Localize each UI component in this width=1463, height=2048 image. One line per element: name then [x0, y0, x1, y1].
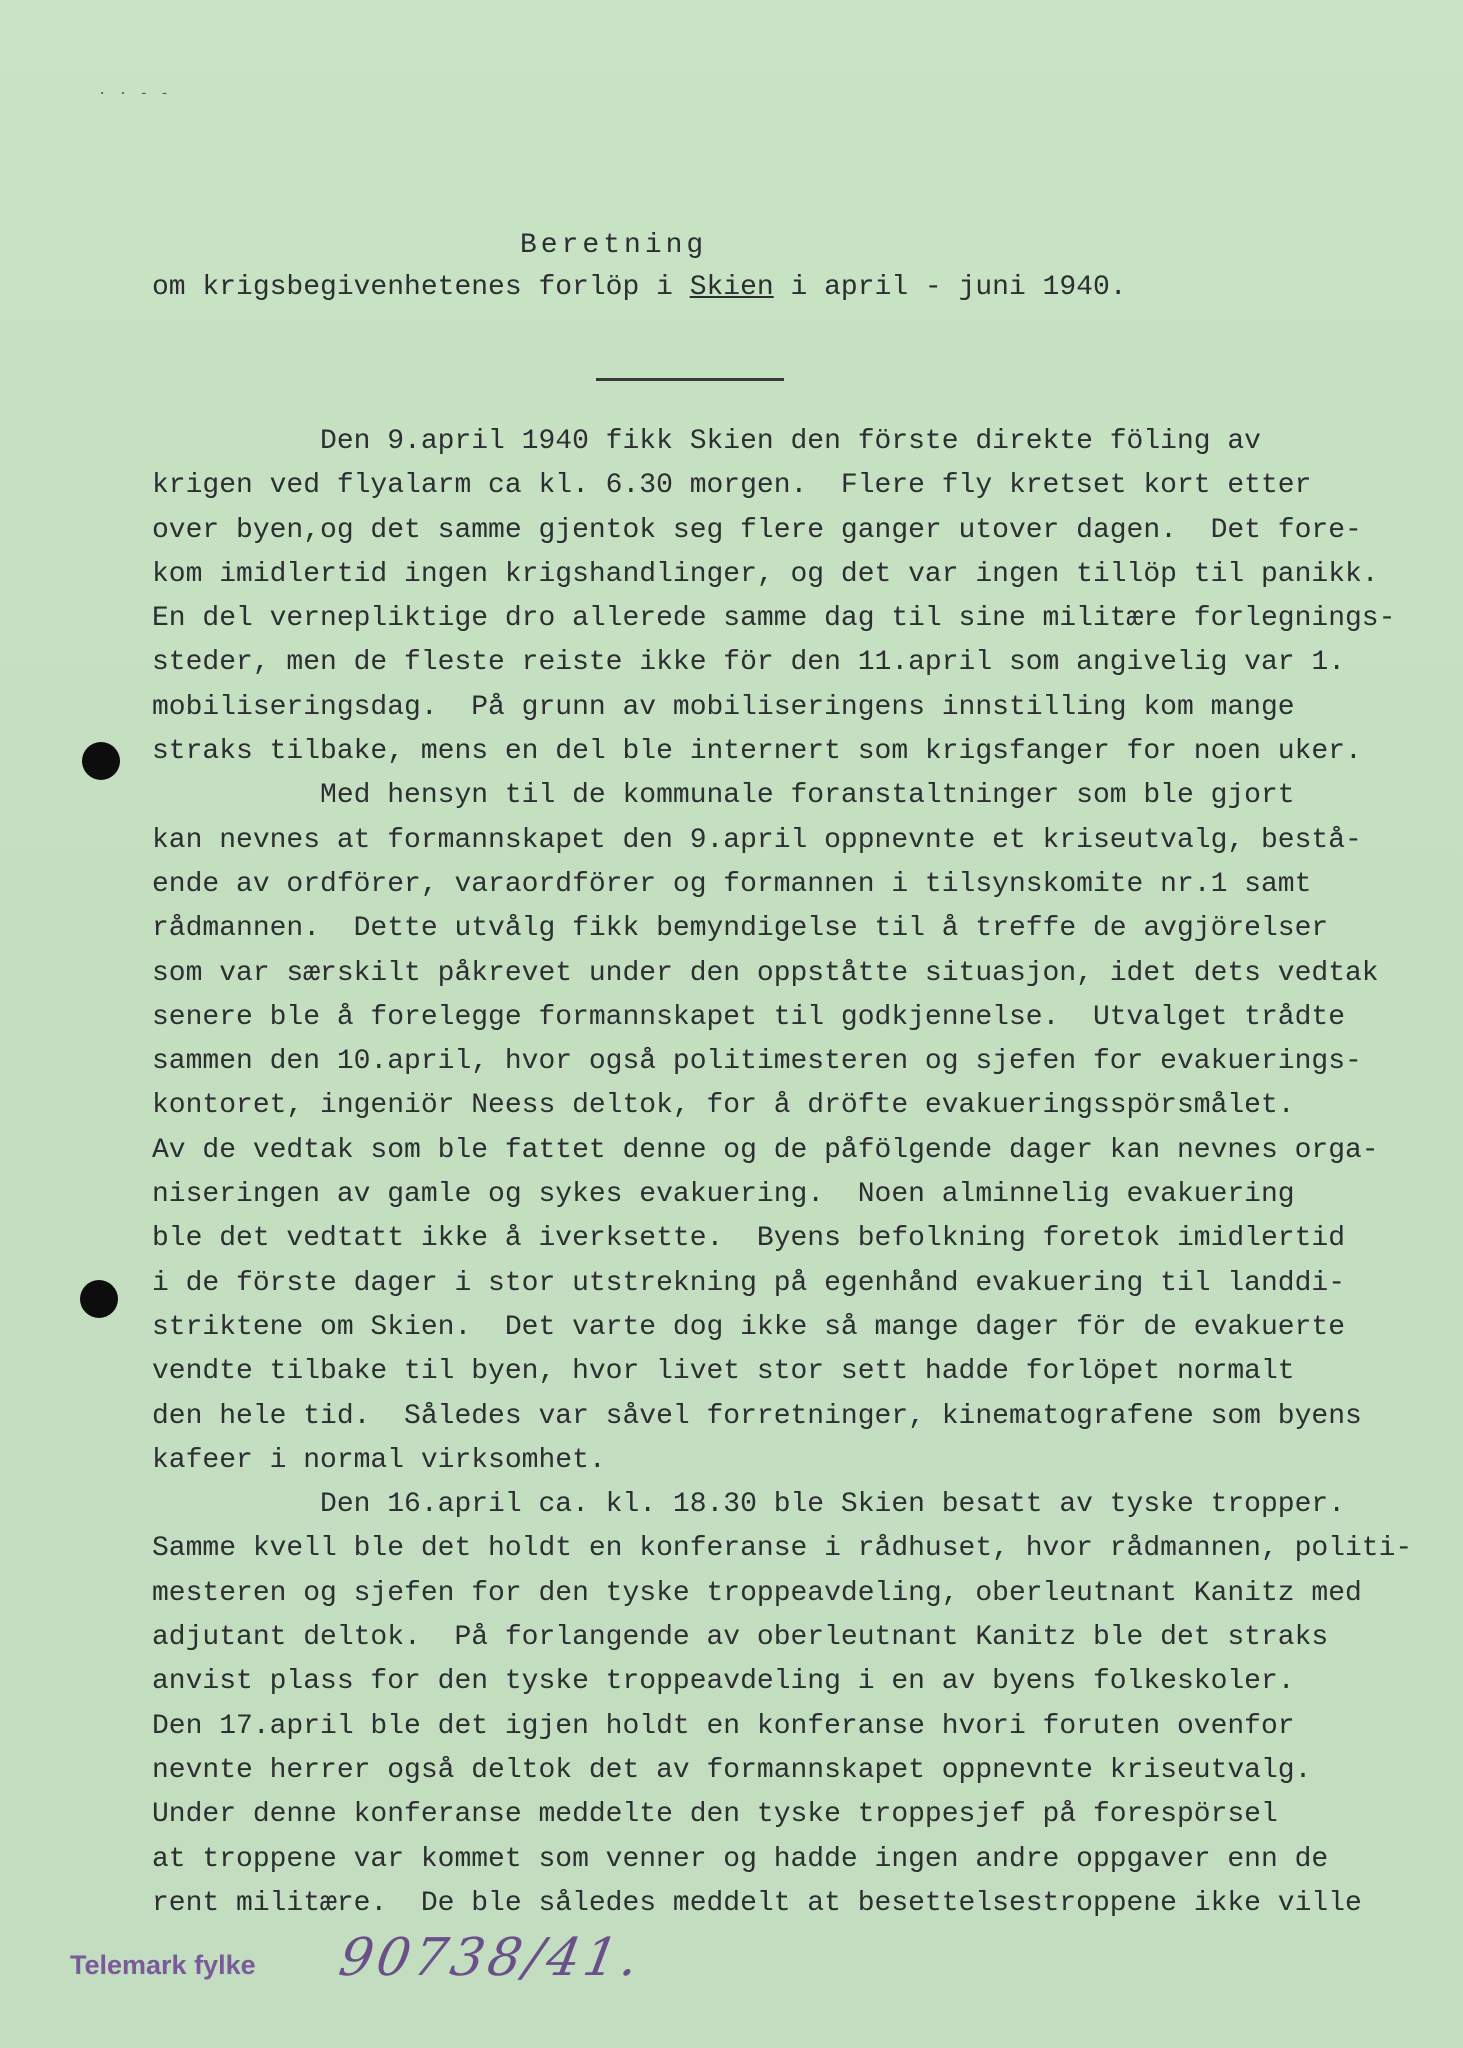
text-line: ende av ordförer, varaordförer og formannen i tilsynskomite nr.1 samt — [152, 868, 1312, 900]
text-line: Den 16.april ca. kl. 18.30 ble Skien besatt av tyske tropper. — [152, 1489, 1345, 1521]
text-line: kom imidlertid ingen krigshandlinger, og det var ingen tillöp til panikk. — [152, 558, 1379, 590]
subtitle-part-2: i april - juni 1940. — [773, 272, 1127, 303]
text-line: nevnte herrer også deltok det av formannskapet oppnevnte kriseutvalg. — [152, 1754, 1312, 1786]
handwritten-reference-number: 90738/41. — [334, 1928, 647, 1988]
text-line: En del vernepliktige dro allerede samme dag til sine militære forlegnings- — [152, 603, 1396, 635]
text-line: mobiliseringsdag. På grunn av mobiliseringens innstilling kom mange — [152, 691, 1295, 723]
text-line: Den 9.april 1940 fikk Skien den förste direkte föling av — [152, 426, 1261, 457]
title-subtitle — [152, 272, 1127, 303]
text-line: Samme kvell ble det holdt en konferanse i rådhuset, hvor rådmannen, politi- — [152, 1533, 1413, 1565]
text-line: i de förste dager i stor utstrekning på egenhånd evakuering til landdi- — [152, 1267, 1345, 1299]
text-line: straks tilbake, mens en del ble internert som krigsfanger for noen uker. — [152, 736, 1362, 768]
text-line: vendte tilbake til byen, hvor livet stor sett hadde forlöpet normalt — [152, 1356, 1295, 1388]
text-line: mesteren og sjefen for den tyske troppeavdeling, oberleutnant Kanitz med — [152, 1577, 1362, 1609]
text-line: anvist plass for den tyske troppeavdeling i en av byens folkeskoler. — [152, 1666, 1295, 1698]
punch-hole-lower — [80, 1280, 118, 1318]
text-line: krigen ved flyalarm ca kl. 6.30 morgen. Flere fly kretset kort etter — [152, 470, 1312, 502]
document-body — [152, 420, 1442, 1926]
text-line: striktene om Skien. Det varte dog ikke så mange dager för de evakuerte — [152, 1311, 1345, 1343]
title-main: Beretning — [520, 230, 708, 261]
text-line: adjutant deltok. På forlangende av oberleutnant Kanitz ble det straks — [152, 1622, 1329, 1654]
title-divider — [596, 378, 784, 381]
text-line: som var særskilt påkrevet under den oppståtte situasjon, idet dets vedtak — [152, 957, 1379, 989]
punch-hole-upper — [82, 742, 120, 780]
text-line: sammen den 10.april, hvor også politimesteren og sjefen for evakuerings- — [152, 1046, 1362, 1078]
corner-mark: · · - - — [98, 86, 171, 102]
text-line: rådmannen. Dette utvålg fikk bemyndigelse til å treffe de avgjörelser — [152, 913, 1329, 945]
text-line: kafeer i normal virksomhet. — [152, 1444, 606, 1476]
text-line: den hele tid. Således var såvel forretninger, kinematografene som byens — [152, 1400, 1362, 1432]
text-line: steder, men de fleste reiste ikke för den 11.april som angivelig var 1. — [152, 647, 1345, 679]
text-line: Av de vedtak som ble fattet denne og de påfölgende dager kan nevnes orga- — [152, 1134, 1379, 1166]
text-line: niseringen av gamle og sykes evakuering. Noen alminnelig evakuering — [152, 1179, 1295, 1211]
text-line: Under denne konferanse meddelte den tyske troppesjef på forespörsel — [152, 1799, 1278, 1831]
text-line: at troppene var kommet som venner og hadde ingen andre oppgaver enn de — [152, 1843, 1329, 1875]
text-line: kan nevnes at formannskapet den 9.april oppnevnte et kriseutvalg, bestå- — [152, 824, 1362, 856]
text-line: kontoret, ingeniör Neess deltok, for å dröfte evakueringsspörsmålet. — [152, 1090, 1295, 1122]
archive-stamp: Telemark fylke — [70, 1950, 256, 1980]
text-line: over byen,og det samme gjentok seg flere ganger utover dagen. Det fore- — [152, 514, 1362, 546]
subtitle-part-1: om krigsbegivenhetenes forlöp i — [152, 272, 690, 303]
text-line: ble det vedtatt ikke å iverksette. Byens befolkning foretok imidlertid — [152, 1223, 1345, 1255]
text-line: senere ble å forelegge formannskapet til godkjennelse. Utvalget trådte — [152, 1001, 1345, 1033]
subtitle-place-underlined: Skien — [689, 272, 774, 303]
text-line: Med hensyn til de kommunale foranstaltninger som ble gjort — [152, 780, 1295, 812]
text-line: Den 17.april ble det igjen holdt en konferanse hvori foruten ovenfor — [152, 1710, 1295, 1742]
text-line: rent militære. De ble således meddelt at besettelsestroppene ikke ville — [152, 1887, 1362, 1919]
